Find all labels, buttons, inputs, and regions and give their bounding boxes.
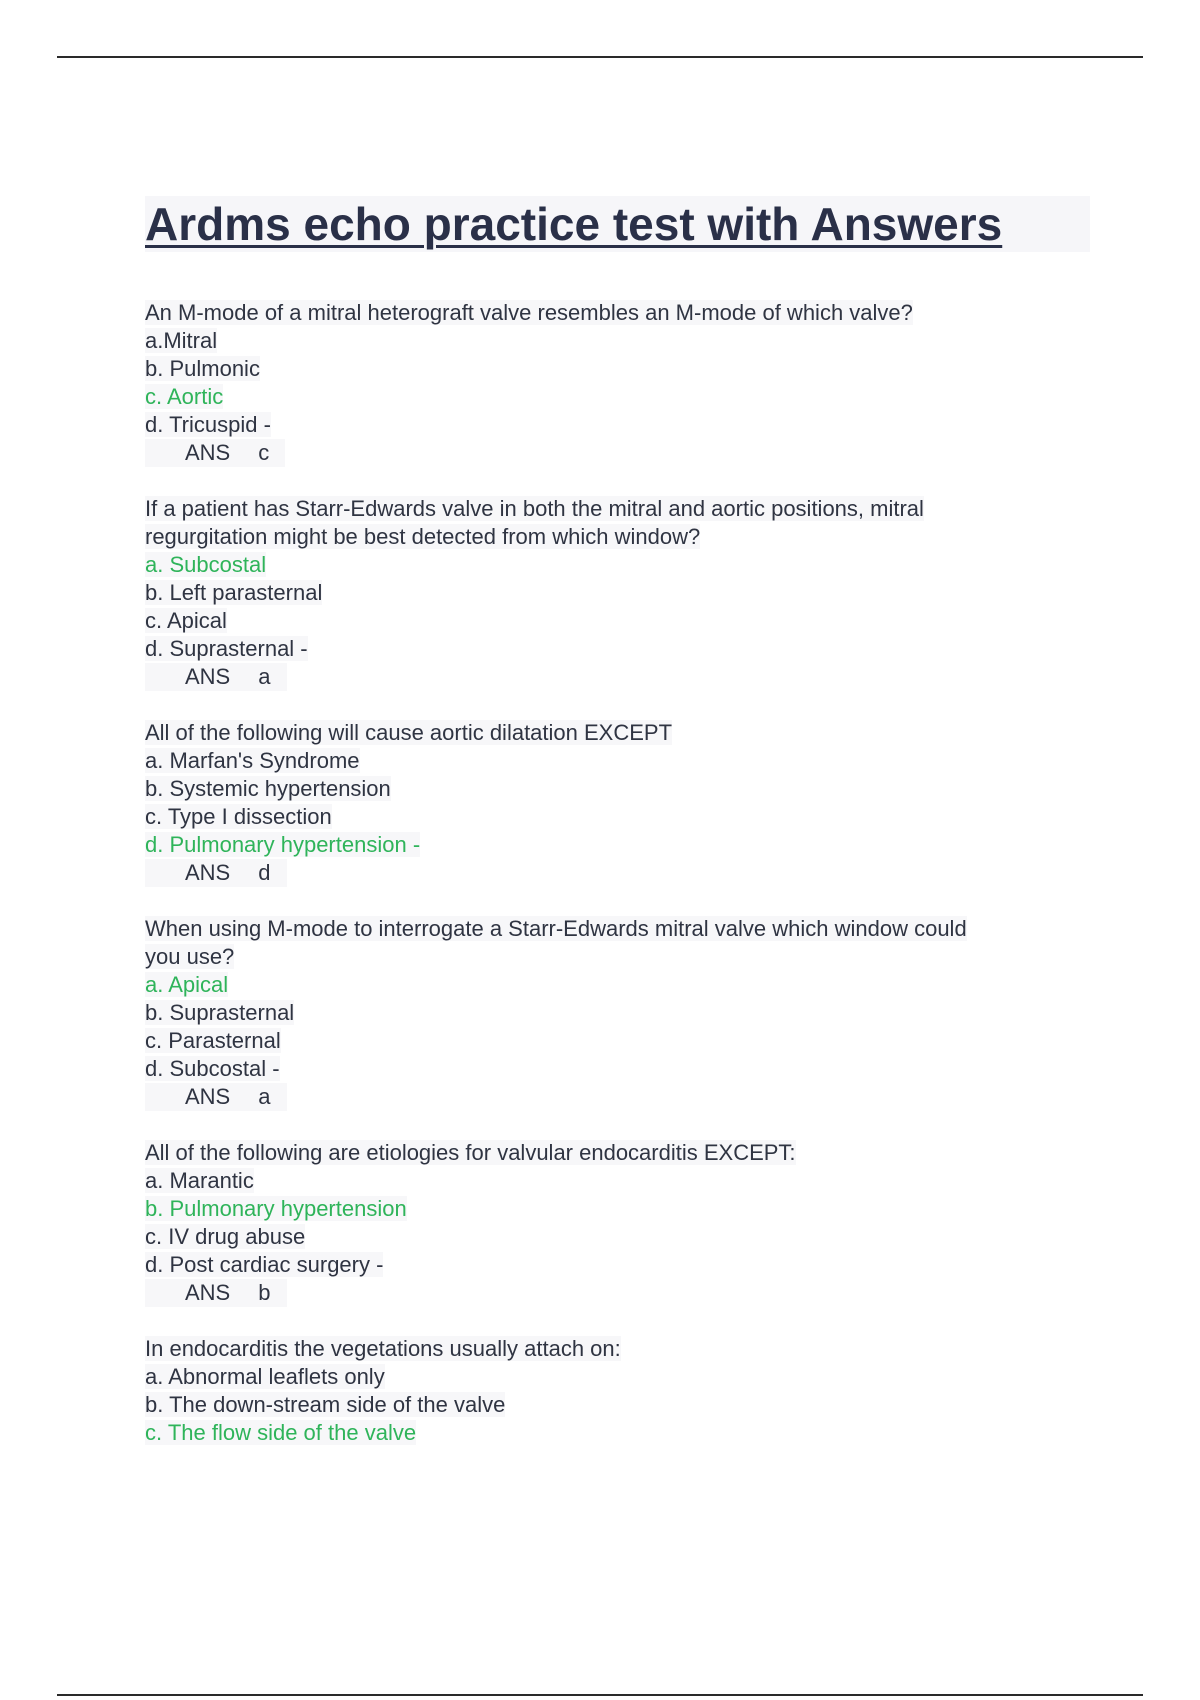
answer-key xyxy=(145,1083,287,1111)
question-block xyxy=(145,1335,1090,1447)
question-stem-text: When using M-mode to interrogate a Starr-Edwards mitral valve which window could xyxy=(145,916,967,941)
answer-label: ANS xyxy=(185,664,231,689)
answer-option xyxy=(145,607,1090,635)
answer-option xyxy=(145,327,1090,355)
answer-letter: c xyxy=(258,440,270,465)
answer-label: ANS xyxy=(185,440,231,465)
answer-option xyxy=(145,803,1090,831)
option-text: a. Abnormal leaflets only xyxy=(145,1364,385,1389)
answer-key-line xyxy=(145,1083,1090,1111)
option-text: c. Type I dissection xyxy=(145,804,332,829)
answer-option xyxy=(145,1167,1090,1195)
answer-label: ANS xyxy=(185,1084,231,1109)
answer-label: ANS xyxy=(185,860,231,885)
question-stem-line xyxy=(145,1335,1090,1363)
answer-option xyxy=(145,1027,1090,1055)
answer-option xyxy=(145,1055,1090,1083)
option-text: d. Subcostal - xyxy=(145,1056,280,1081)
correct-option xyxy=(145,1419,1090,1447)
document-title: Ardms echo practice test with Answers xyxy=(145,198,1003,250)
option-text: b. Pulmonary hypertension xyxy=(145,1196,407,1221)
question-stem-text: An M-mode of a mitral heterograft valve resembles an M-mode of which valve? xyxy=(145,300,913,325)
correct-option xyxy=(145,551,1090,579)
question-stem-text: All of the following are etiologies for valvular endocarditis EXCEPT: xyxy=(145,1140,796,1165)
option-text: a. Marantic xyxy=(145,1168,254,1193)
answer-option xyxy=(145,1391,1090,1419)
question-stem-line xyxy=(145,719,1090,747)
option-text: c. Aortic xyxy=(145,384,224,409)
answer-option xyxy=(145,579,1090,607)
answer-key-line xyxy=(145,439,1090,467)
answer-letter: a xyxy=(258,664,271,689)
correct-option xyxy=(145,831,1090,859)
answer-letter: a xyxy=(258,1084,271,1109)
answer-option xyxy=(145,1223,1090,1251)
option-text: c. IV drug abuse xyxy=(145,1224,306,1249)
answer-label: ANS xyxy=(185,1280,231,1305)
question-list xyxy=(145,299,1090,1447)
answer-key xyxy=(145,1279,287,1307)
question-stem-line xyxy=(145,299,1090,327)
answer-option xyxy=(145,747,1090,775)
question-stem-text: you use? xyxy=(145,944,235,969)
option-text: b. The down-stream side of the valve xyxy=(145,1392,506,1417)
answer-key xyxy=(145,859,287,887)
answer-option xyxy=(145,635,1090,663)
answer-option xyxy=(145,355,1090,383)
answer-letter: d xyxy=(258,860,271,885)
question-block xyxy=(145,495,1090,691)
question-stem-text: regurgitation might be best detected from which window? xyxy=(145,524,701,549)
option-text: a. Subcostal xyxy=(145,552,267,577)
answer-key-line xyxy=(145,859,1090,887)
question-block xyxy=(145,299,1090,467)
answer-option xyxy=(145,1251,1090,1279)
correct-option xyxy=(145,971,1090,999)
option-text: d. Pulmonary hypertension - xyxy=(145,832,421,857)
question-stem-text: All of the following will cause aortic dilatation EXCEPT xyxy=(145,720,673,745)
option-text: c. Parasternal xyxy=(145,1028,281,1053)
option-text: b. Left parasternal xyxy=(145,580,323,605)
answer-key-line xyxy=(145,1279,1090,1307)
option-text: c. The flow side of the valve xyxy=(145,1420,417,1445)
question-block xyxy=(145,719,1090,887)
question-stem-line xyxy=(145,943,1090,971)
question-stem-line xyxy=(145,495,1090,523)
answer-key xyxy=(145,663,287,691)
question-stem-text: If a patient has Starr-Edwards valve in both the mitral and aortic positions, mitral xyxy=(145,496,924,521)
bottom-page-rule xyxy=(57,1694,1143,1696)
answer-option xyxy=(145,775,1090,803)
option-text: b. Suprasternal xyxy=(145,1000,295,1025)
question-stem-line xyxy=(145,915,1090,943)
option-text: d. Tricuspid - xyxy=(145,412,271,437)
answer-option xyxy=(145,411,1090,439)
top-page-rule xyxy=(57,56,1143,58)
correct-option xyxy=(145,383,1090,411)
question-stem-line xyxy=(145,523,1090,551)
question-block xyxy=(145,1139,1090,1307)
document-body xyxy=(145,196,1090,1475)
option-text: a.Mitral xyxy=(145,328,218,353)
answer-option xyxy=(145,1363,1090,1391)
option-text: a. Marfan's Syndrome xyxy=(145,748,360,773)
answer-key xyxy=(145,439,285,467)
option-text: a. Apical xyxy=(145,972,229,997)
question-stem-text: In endocarditis the vegetations usually attach on: xyxy=(145,1336,621,1361)
option-text: c. Apical xyxy=(145,608,227,633)
option-text: d. Suprasternal - xyxy=(145,636,308,661)
question-block xyxy=(145,915,1090,1111)
answer-key-line xyxy=(145,663,1090,691)
title-block xyxy=(145,196,1090,252)
option-text: d. Post cardiac surgery - xyxy=(145,1252,384,1277)
question-stem-line xyxy=(145,1139,1090,1167)
option-text: b. Systemic hypertension xyxy=(145,776,391,801)
option-text: b. Pulmonic xyxy=(145,356,260,381)
answer-letter: b xyxy=(258,1280,271,1305)
answer-option xyxy=(145,999,1090,1027)
correct-option xyxy=(145,1195,1090,1223)
